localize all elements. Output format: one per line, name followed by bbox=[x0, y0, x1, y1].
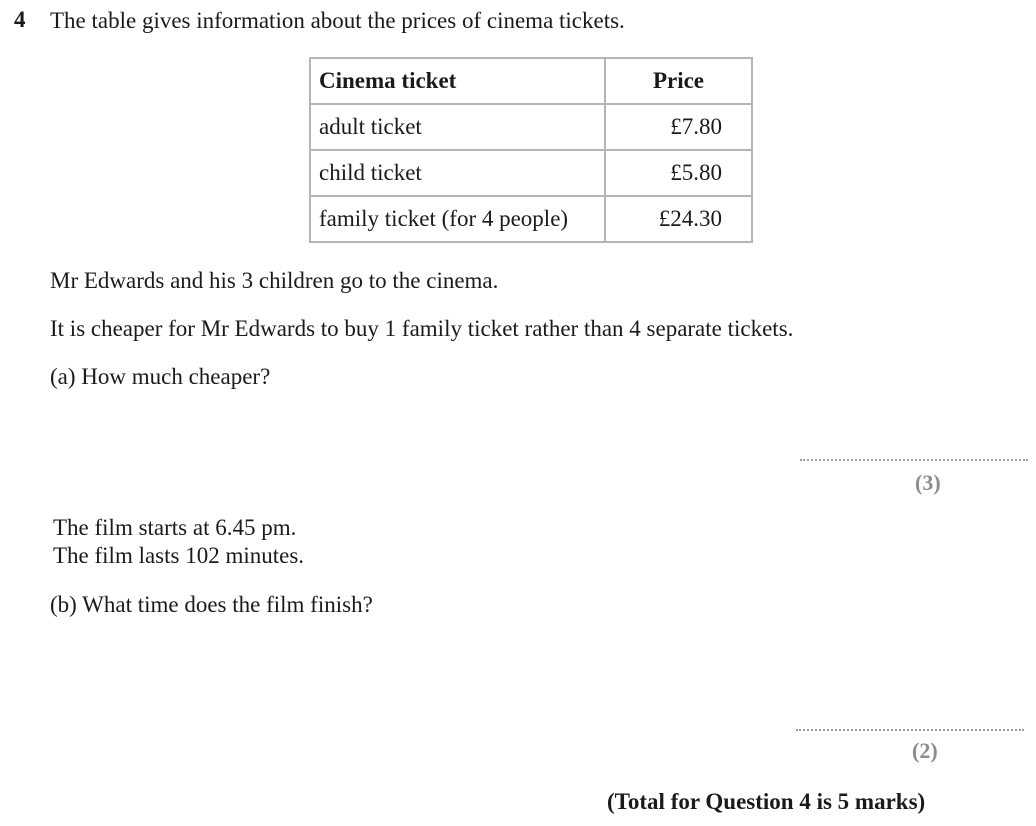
ticket-price-cell: £7.80 bbox=[605, 104, 752, 150]
part-a-marks: (3) bbox=[915, 470, 941, 495]
ticket-price-cell: £5.80 bbox=[605, 150, 752, 196]
part-b-marks: (2) bbox=[912, 738, 938, 763]
ticket-price-cell: £24.30 bbox=[605, 196, 752, 242]
column-header-cinema-ticket: Cinema ticket bbox=[310, 58, 605, 104]
context-line-2: It is cheaper for Mr Edwards to buy 1 family ticket rather than 4 separate tickets. bbox=[50, 316, 794, 341]
part-b-prompt: (b) What time does the film finish? bbox=[50, 592, 373, 617]
film-length-line: The film lasts 102 minutes. bbox=[53, 543, 305, 568]
question-intro: The table gives information about the prices of cinema tickets. bbox=[50, 8, 625, 33]
table-row bbox=[310, 196, 752, 242]
ticket-type-cell: adult ticket bbox=[310, 104, 605, 150]
part-a-answer-line[interactable] bbox=[800, 459, 1028, 461]
part-a-prompt: (a) How much cheaper? bbox=[50, 364, 271, 389]
question-number: 4 bbox=[14, 7, 26, 32]
ticket-price-table bbox=[309, 57, 753, 243]
table-header-row bbox=[310, 58, 752, 104]
ticket-type-cell: child ticket bbox=[310, 150, 605, 196]
film-start-line: The film starts at 6.45 pm. bbox=[53, 515, 297, 540]
table-row bbox=[310, 104, 752, 150]
column-header-price: Price bbox=[605, 58, 752, 104]
question-total: (Total for Question 4 is 5 marks) bbox=[607, 789, 926, 814]
table-row bbox=[310, 150, 752, 196]
context-line-1: Mr Edwards and his 3 children go to the cinema. bbox=[50, 268, 499, 293]
part-b-answer-line[interactable] bbox=[796, 729, 1024, 731]
ticket-type-cell: family ticket (for 4 people) bbox=[310, 196, 605, 242]
